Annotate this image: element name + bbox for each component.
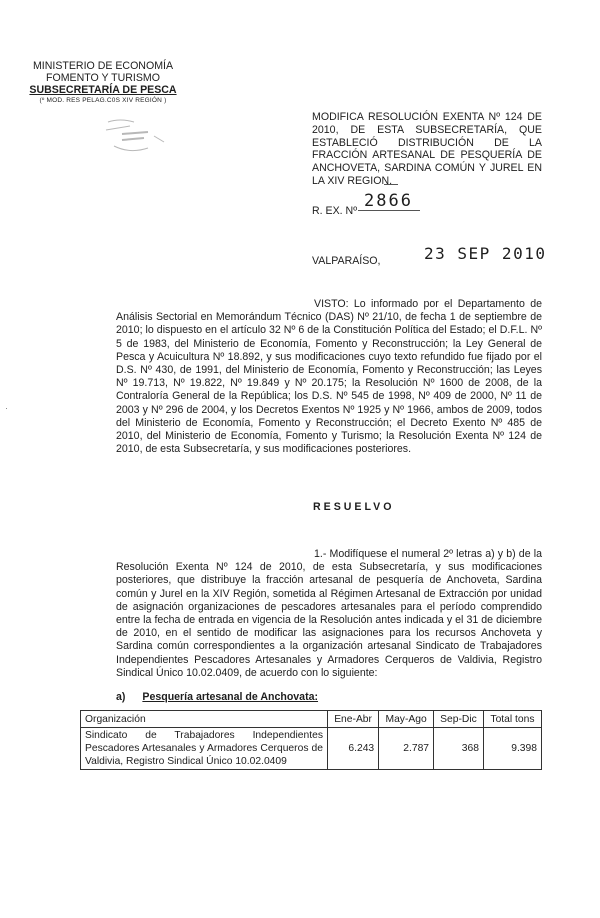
- date-stamp: 23 SEP 2010: [424, 244, 547, 263]
- column-header-sep-dic: Sep-Dic: [434, 711, 484, 728]
- column-header-ene-abr: Ene-Abr: [328, 711, 379, 728]
- table-header-row: [81, 711, 542, 728]
- subsecretaria-name: SUBSECRETARÍA DE PESCA: [29, 84, 177, 96]
- margin-mark: ·: [5, 403, 8, 413]
- cell-organizacion: Sindicato de Trabajadores Independientes Pescadores Artesanales y Armadores Cerqueros de Valdivia, Registro Sindical Único 10.02.0409: [81, 728, 328, 770]
- ministry-name: MINISTERIO DE ECONOMÍA: [32, 60, 174, 72]
- table-row: [81, 728, 542, 770]
- cell-total: 9.398: [483, 728, 541, 770]
- article-1-paragraph: 1.- Modifíquese el numeral 2º letras a) y b) de la Resolución Exenta Nº 124 de 2010, de esta Subsecretaría, y sus modificaciones posteriores, que distribuye la fracción artesanal de pesquería de Anchoveta, Sardina común y Jurel en la XIV Región, sometida al Régimen Artesanal de Extracción por unidad de asignación organizaciones de pescadores artesanales para el período comprendido entre la fecha de entrada en vigencia de la Resolución antes indicada y el 31 de diciembre de 2010, en el sentido de modificar las asignaciones para los recursos Anchoveta y Sardina común correspondientes a la organización artesanal Sindicato de Trabajadores Independientes Pescadores Artesanales y Armadores Cerqueros de Valdivia, Registro Sindical Único 10.02.0409, de acuerdo con lo siguiente:: [116, 548, 542, 679]
- cell-may-ago: 2.787: [379, 728, 434, 770]
- resuelvo-heading: RESUELVO: [313, 501, 395, 513]
- section-a-heading: [116, 691, 318, 703]
- resolution-heading: MODIFICA RESOLUCIÓN EXENTA Nº 124 DE 2010, DE ESTA SUBSECRETARÍA, QUE ESTABLECIÓ DISTRIBUCIÓN DE LA FRACCIÓN ARTESANAL DE PESQUERÍA DE ANCHOVETA, SARDINA COMÚN Y JUREL EN LA XIV REGION.: [312, 111, 542, 187]
- visto-paragraph: VISTO: Lo informado por el Departamento de Análisis Sectorial en Memorándum Técnico (DAS) Nº 21/10, de fecha 1 de septiembre de 2010; lo dispuesto en el artículo 32 Nº 6 de la Constitución Política del Estado; el D.F.L. Nº 5 de 1983, del Ministerio de Economía, Fomento y Reconstrucción; la Ley General de Pesca y Acuicultura Nº 18.892, y sus modificaciones cuyo texto refundido fue fijado por el D.S. Nº 430, de 1991, del Ministerio de Economía, Fomento y Reconstrucción; las Leyes Nº 19.713, Nº 19.822, Nº 19.849 y Nº 20.175; la Resolución Nº 1600 de 2008, de la Contraloría General de la República; los D.S. Nº 545 de 1998, Nº 409 de 2000, Nº 11 de 2003 y Nº 296 de 2004, y los Decretos Exentos Nº 1925 y Nº 1966, ambos de 2009, todos del Ministerio de Economía, Fomento y Reconstrucción; el Decreto Exento Nº 485 de 2010, del Ministerio de Economía, Fomento y Turismo; la Resolución Exenta Nº 124 de 2010, de esta Subsecretaría, y sus modificaciones posteriores.: [116, 298, 542, 456]
- section-letter: a): [116, 691, 126, 703]
- signature-mark: [384, 184, 398, 185]
- resolution-number-underline: [358, 210, 420, 211]
- resolution-number: 2866: [364, 191, 413, 211]
- allocation-table: [80, 710, 542, 770]
- section-title: Pesquería artesanal de Anchovata:: [142, 691, 319, 703]
- received-stamp: [100, 116, 176, 158]
- cell-ene-abr: 6.243: [328, 728, 379, 770]
- ministry-header: [28, 60, 178, 105]
- cell-sep-dic: 368: [434, 728, 484, 770]
- place-label: VALPARAÍSO,: [312, 255, 381, 267]
- column-header-total: Total tons: [483, 711, 541, 728]
- column-header-may-ago: May-Ago: [379, 711, 434, 728]
- column-header-organizacion: Organización: [81, 711, 328, 728]
- resolution-number-label: R. EX. Nº: [312, 205, 358, 217]
- document-reference-note: (º MOD. RES PELAG.C0S XIV REGIÓN ): [39, 97, 167, 104]
- ministry-name-line2: FOMENTO Y TURISMO: [46, 72, 160, 84]
